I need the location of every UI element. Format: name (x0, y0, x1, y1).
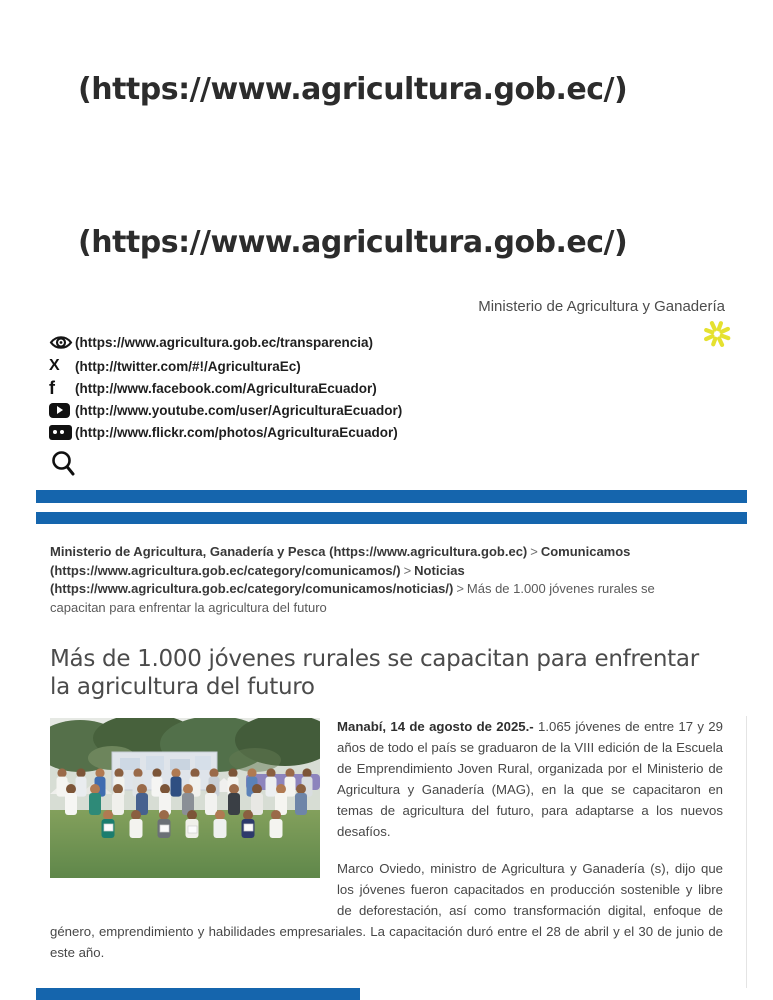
article-body (50, 716, 723, 979)
social-link-label: (http://twitter.com/#!/AgriculturaEc) (75, 358, 301, 374)
eye-icon (49, 333, 75, 352)
content-right-divider (746, 716, 747, 988)
facebook-icon (49, 381, 75, 395)
search-button[interactable] (50, 450, 76, 478)
youtube-icon (49, 403, 75, 418)
breadcrumb-separator: > (403, 562, 412, 578)
social-link-twitter[interactable] (49, 355, 301, 377)
social-link-label: (http://www.flickr.com/photos/AgriculturaEcuador) (75, 424, 398, 440)
search-icon (51, 465, 75, 480)
social-link-facebook[interactable] (49, 377, 377, 399)
breadcrumb-separator: > (456, 581, 464, 596)
x-twitter-icon (49, 357, 75, 375)
divider-bar-bottom (36, 512, 747, 524)
breadcrumb-link-ministry[interactable]: Ministerio de Agricultura, Ganadería y Pesca (https://www.agricultura.gob.ec) (50, 544, 528, 559)
site-home-link-top[interactable]: (https://www.agricultura.gob.ec/) (78, 72, 628, 107)
social-link-flickr[interactable] (49, 421, 398, 443)
ministry-name: Ministerio de Agricultura y Ganadería (478, 298, 725, 315)
breadcrumb-separator: > (530, 544, 538, 559)
footer-bar (36, 988, 360, 1000)
divider-bar-top (36, 490, 747, 503)
social-link-youtube[interactable] (49, 399, 402, 421)
article-photo (50, 718, 320, 878)
social-link-label: (https://www.agricultura.gob.ec/transparencia) (75, 334, 374, 350)
breadcrumb-link-comunicamos[interactable]: Comunicamos (https://www.agricultura.gob.ec/category/comunicamos/) (50, 544, 631, 578)
loading-asterisk-icon (701, 318, 733, 350)
social-link-label: (http://www.youtube.com/user/AgriculturaEcuador) (75, 402, 403, 418)
article-paragraph-1-text: 1.065 jóvenes de entre 17 y 29 años de todo el país se graduaron de la VIII edición de la Escuela de Emprendimiento Joven Rural, organizada por el Ministerio de Agricultura y Ganadería (MAG), en la que se capacitaron en temas de agricultura del futuro, para adaptarse a los nuevos desafíos. (337, 719, 723, 839)
breadcrumb-link-noticias[interactable]: Noticias (https://www.agricultura.gob.ec/category/comunicamos/noticias/) (50, 562, 465, 596)
flickr-icon (49, 425, 75, 440)
site-home-link-second[interactable]: (https://www.agricultura.gob.ec/) (78, 225, 628, 260)
breadcrumb-current: Más de 1.000 jóvenes rurales se capacitan para enfrentar la agricultura del futuro (50, 581, 655, 615)
page-title: Más de 1.000 jóvenes rurales se capacitan para enfrentar la agricultura del futuro (50, 646, 699, 700)
social-link-label: (http://www.facebook.com/AgriculturaEcuador) (75, 380, 377, 396)
breadcrumb (50, 543, 698, 617)
article-dateline: Manabí, 14 de agosto de 2025.- (337, 719, 534, 734)
social-link-transparencia[interactable] (49, 331, 373, 353)
article-paragraph-2: Marco Oviedo, ministro de Agricultura y Ganadería (s), dijo que los jóvenes fueron capacitados en producción sostenible y libre de deforestación, así como transformación digital, enfoque de género, emprendimiento y habilidades empresariales. La capacitación duró entre el 28 de abril y el 30 de junio de este año. (50, 861, 723, 960)
